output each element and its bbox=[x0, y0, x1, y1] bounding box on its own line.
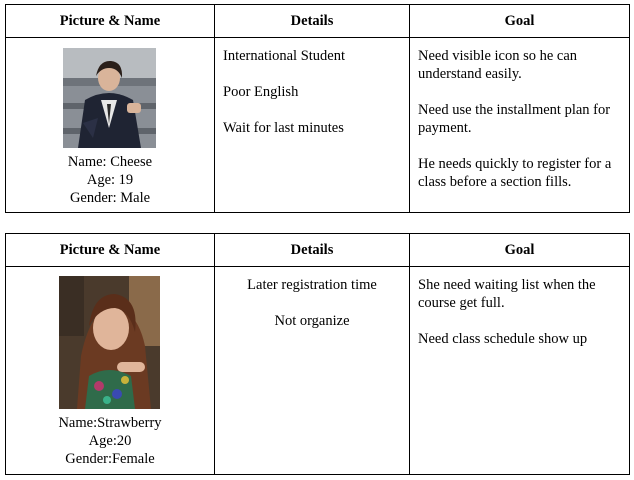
details-cell bbox=[214, 267, 409, 474]
persona-gender: Gender: Male bbox=[69, 190, 151, 206]
detail-item: Later registration time bbox=[247, 277, 377, 293]
header-details: Details bbox=[214, 5, 409, 38]
picture-name-cell bbox=[6, 38, 214, 212]
detail-item: Poor English bbox=[223, 84, 299, 100]
detail-item: Not organize bbox=[274, 313, 350, 329]
persona-name: Name:Strawberry bbox=[58, 415, 162, 431]
goal-cell bbox=[409, 38, 629, 212]
header-picture-name: Picture & Name bbox=[6, 5, 214, 38]
persona-age: Age:20 bbox=[88, 433, 132, 449]
goal-item: Need use the installment plan for payment. bbox=[418, 102, 611, 136]
goal-item: He needs quickly to register for a class before a section fills. bbox=[418, 156, 612, 190]
picture-name-cell bbox=[6, 267, 214, 474]
persona-table-cheese bbox=[5, 4, 630, 213]
persona-age: Age: 19 bbox=[86, 172, 134, 188]
detail-item: International Student bbox=[223, 48, 346, 64]
persona-table-strawberry bbox=[5, 233, 630, 475]
header-goal: Goal bbox=[409, 234, 629, 267]
persona-gender: Gender:Female bbox=[65, 451, 155, 467]
header-details: Details bbox=[214, 234, 409, 267]
detail-item: Wait for last minutes bbox=[223, 120, 344, 136]
persona-name: Name: Cheese bbox=[67, 154, 153, 170]
header-picture-name: Picture & Name bbox=[6, 234, 214, 267]
details-cell bbox=[214, 38, 409, 212]
goal-item: She need waiting list when the course get full. bbox=[418, 277, 596, 311]
goal-item: Need class schedule show up bbox=[418, 331, 588, 347]
goal-cell bbox=[409, 267, 629, 474]
goal-item: Need visible icon so he can understand easily. bbox=[418, 48, 578, 82]
persona-photo bbox=[63, 48, 156, 148]
header-goal: Goal bbox=[409, 5, 629, 38]
persona-photo bbox=[59, 276, 160, 409]
